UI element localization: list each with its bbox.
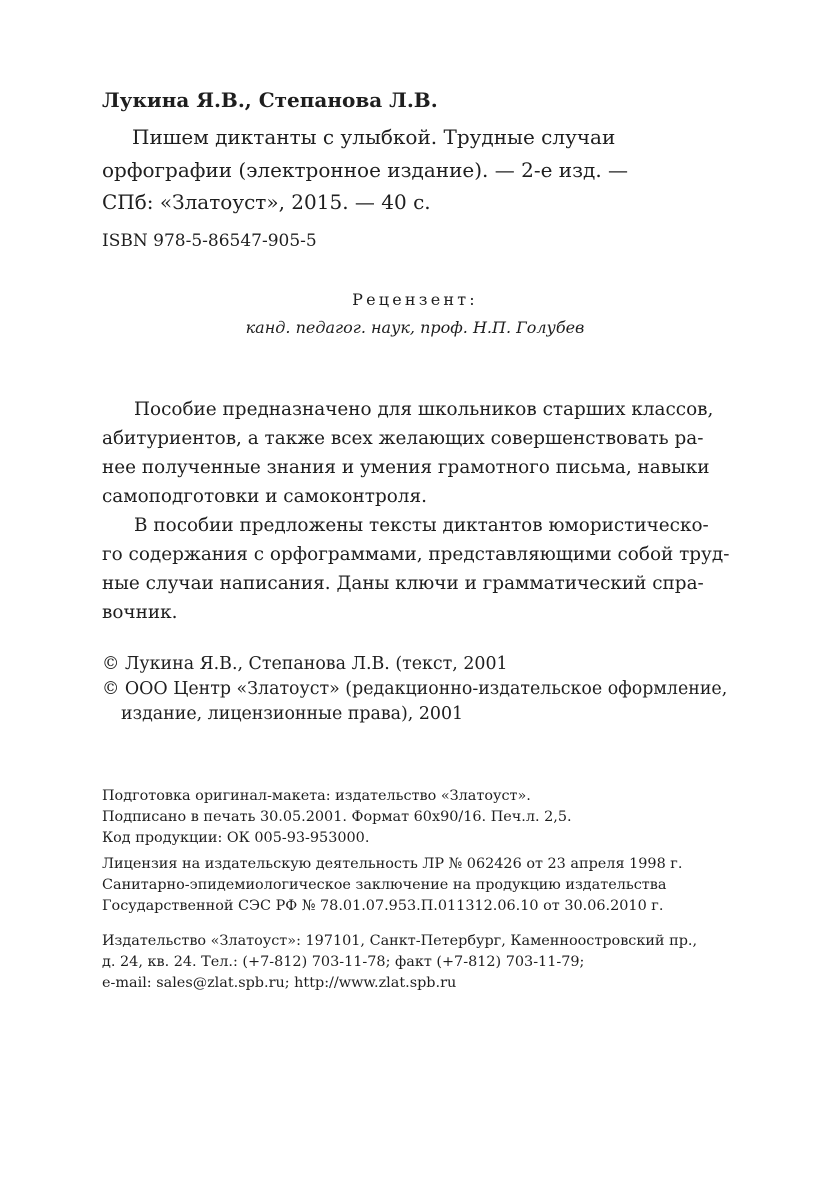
abstract: [102, 395, 730, 627]
imprint-line: Лицензия на издательскую деятельность ЛР № 062426 от 23 апреля 1998 г.: [102, 856, 683, 872]
imprint-publisher-contacts: [102, 931, 732, 994]
title-line: орфографии (электронное издание). — 2-е изд. —: [102, 157, 629, 182]
copyright-line: издание, лицензионные права), 2001: [121, 704, 464, 724]
imprint-line: д. 24, кв. 24. Тел.: (+7-812) 703-11-78; факт (+7-812) 703-11-79;: [102, 954, 585, 970]
reviewer-label: Рецензент:: [352, 290, 478, 309]
imprint-line: Государственной СЭС РФ № 78.01.07.953.П.011312.06.10 от 30.06.2010 г.: [102, 898, 664, 914]
copyright-line: © Лукина Я.В., Степанова Л.В. (текст, 2001: [102, 654, 508, 674]
abstract-line: абитуриентов, а также всех желающих совершенствовать ра-: [102, 428, 704, 449]
imprint-line: e-mail: sales@zlat.spb.ru; http://www.zlat.spb.ru: [102, 975, 457, 991]
imprint-line: Издательство «Златоуст»: 197101, Санкт-Петербург, Каменноостровский пр.,: [102, 933, 698, 949]
imprint-line: Подготовка оригинал-макета: издательство «Златоуст».: [102, 788, 531, 804]
abstract-line: самоподготовки и самоконтроля.: [102, 486, 427, 507]
title-line: Пишем диктанты с улыбкой. Трудные случаи: [132, 125, 616, 149]
imprint-line: Код продукции: ОК 005-93-953000.: [102, 830, 370, 846]
abstract-line: го содержания с орфограммами, представляющими собой труд-: [102, 544, 730, 565]
abstract-line: В пособии предложены тексты диктантов юмористическо-: [134, 515, 709, 536]
abstract-line: нее полученные знания и умения грамотного письма, навыки: [102, 457, 710, 478]
authors: Лукина Я.В., Степанова Л.В.: [102, 88, 438, 112]
reviewer-name: канд. педагог. наук, проф. Н.П. Голубев: [245, 318, 585, 337]
copyright-notice: [102, 652, 727, 727]
copyright-line: © ООО Центр «Златоуст» (редакционно-издательское оформление,: [102, 679, 728, 699]
imprint-production: [102, 786, 732, 849]
abstract-line: Пособие предназначено для школьников старших классов,: [134, 399, 714, 420]
abstract-line: вочник.: [102, 602, 178, 623]
reviewer-block: [240, 286, 590, 342]
title-line: СПб: «Златоуст», 2015. — 40 с.: [102, 190, 431, 214]
isbn: ISBN 978-5-86547-905-5: [102, 231, 317, 251]
imprint-line: Санитарно-эпидемиологическое заключение на продукцию издательства: [102, 877, 667, 893]
abstract-line: ные случаи написания. Даны ключи и грамматический спра-: [102, 573, 704, 594]
imprint-license: [102, 854, 732, 917]
imprint-line: Подписано в печать 30.05.2001. Формат 60х90/16. Печ.л. 2,5.: [102, 809, 572, 825]
book-title: [102, 121, 728, 219]
